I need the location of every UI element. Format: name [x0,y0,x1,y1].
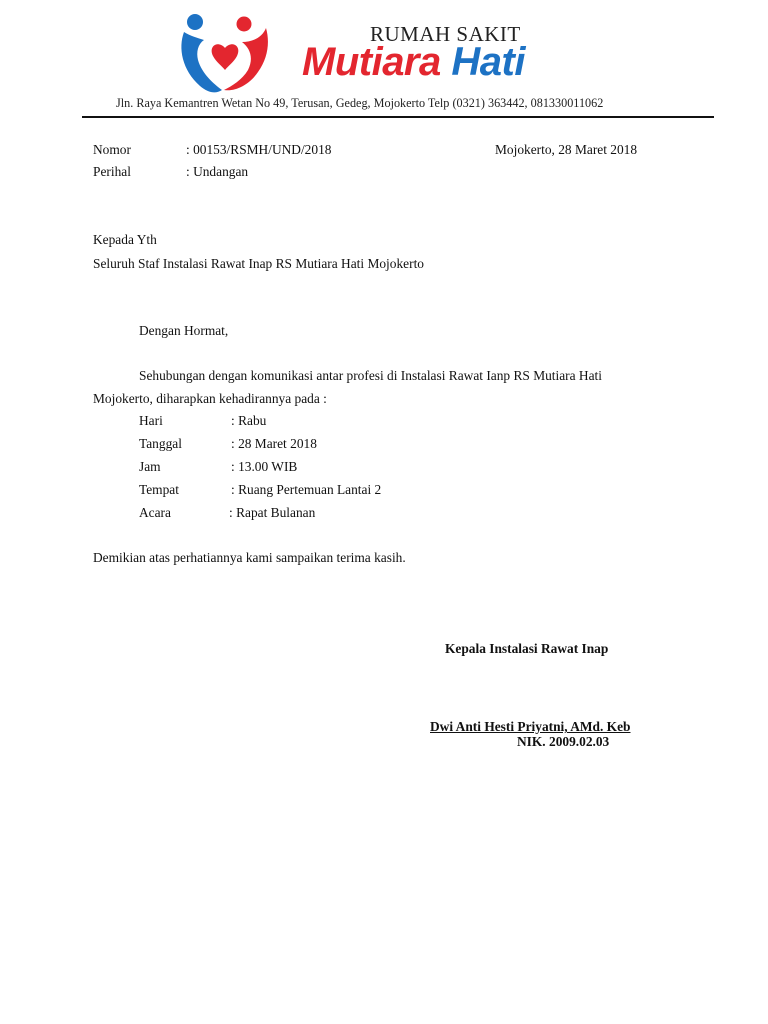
detail-label-tanggal: Tanggal [139,436,182,451]
signature-title: Kepala Instalasi Rawat Inap [445,641,609,656]
header-divider [82,116,714,118]
recipient-line1: Kepada Yth [93,232,157,247]
perihal-value: : Undangan [186,164,249,179]
hospital-type: RUMAH SAKIT [370,22,521,46]
closing-text: Demikian atas perhatiannya kami sampaikan terima kasih. [93,550,406,565]
detail-label-acara: Acara [139,505,171,520]
detail-value-hari: : Rabu [231,413,267,428]
paragraph-line2: Mojokerto, diharapkan kehadirannya pada : [93,391,327,406]
recipient-line2: Seluruh Staf Instalasi Rawat Inap RS Mutiara Hati Mojokerto [93,256,424,271]
signature-name: Dwi Anti Hesti Priyatni, AMd. Keb [430,719,631,734]
detail-value-acara: : Rapat Bulanan [229,505,316,520]
detail-value-jam: : 13.00 WIB [231,459,298,474]
detail-label-tempat: Tempat [139,482,179,497]
hospital-name-part1: Mutiara [302,40,441,84]
perihal-label: Perihal [93,164,131,179]
detail-value-tempat: : Ruang Pertemuan Lantai 2 [231,482,382,497]
signature-nik: NIK. 2009.02.03 [517,734,610,749]
nomor-label: Nomor [93,142,131,157]
detail-label-hari: Hari [139,413,163,428]
nomor-value: : 00153/RSMH/UND/2018 [186,142,332,157]
place-date: Mojokerto, 28 Maret 2018 [495,142,638,157]
hospital-logo [178,8,274,103]
paragraph-line1: Sehubungan dengan komunikasi antar profesi di Instalasi Rawat Ianp RS Mutiara Hati [139,368,602,383]
hospital-name-part2: Hati [451,40,525,84]
detail-value-tanggal: : 28 Maret 2018 [231,436,317,451]
hospital-address: Jln. Raya Kemantren Wetan No 49, Terusan, Gedeg, Mojokerto Telp (0321) 363442, 081330011062 [116,96,604,110]
greeting: Dengan Hormat, [139,323,229,338]
hospital-name [302,40,525,85]
detail-label-jam: Jam [139,459,161,474]
